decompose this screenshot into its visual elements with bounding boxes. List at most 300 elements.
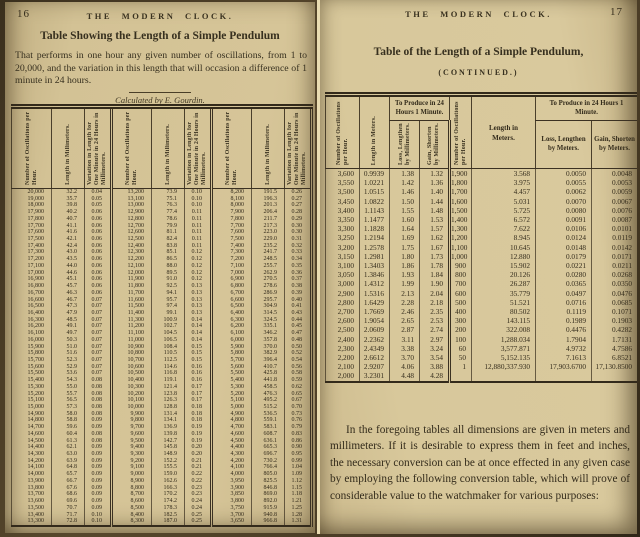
table-row [326,169,638,179]
table-cell: 229.0 [252,236,285,243]
pendulum-table-meters [325,92,637,383]
table-cell: 4.7586 [592,344,637,353]
table-cell [536,371,592,381]
table-cell: 0.07 [85,297,112,304]
table-cell: 1.9054 [360,316,390,325]
table-cell: 54.3 [52,377,85,384]
table-row [12,478,312,485]
table-cell: 0.0142 [592,243,637,252]
table-cell: 2.6612 [360,353,390,362]
table-row [12,243,312,250]
table-cell: 1.86 [390,261,420,270]
table-cell: 0.41 [285,303,312,310]
table-cell: 1.93 [390,270,420,279]
table-cell: 2,100 [326,362,360,371]
table-row [326,243,638,252]
table-cell: 45.7 [52,283,85,290]
table-cell: 0.0476 [592,289,637,298]
table-cell: 1.42 [390,178,420,187]
table-cell [592,371,637,381]
conversion-paragraph: In the foregoing tables all dimensions are given in meters and millimeters. If it is desirable to express them in feet and inches, the necessary conversion can be at once effected in any given case by employing the following conversion table, which will prove of considerable value to the watchmaker for various purposes: [330,424,630,502]
table-cell: 5,100 [212,397,252,404]
table-row [12,444,312,451]
table-cell: 0.11 [185,209,212,216]
table-row [326,307,638,316]
col-header-oscillations: Number of Oscillations per Hour. [212,107,252,189]
table-cell: 53.6 [52,370,85,377]
table-cell: 35.779 [472,289,536,298]
table-cell: 1.46 [390,187,420,196]
table-cell: 12.880 [472,252,536,261]
table-cell: 42.1 [52,236,85,243]
table-cell: 52.9 [52,364,85,371]
col-header-oscillations: Number of Oscillations per Hour. [112,107,152,189]
table-cell: 696.7 [252,451,285,458]
table-cell: 10,600 [112,364,152,371]
table-cell: 0.06 [85,216,112,223]
table-row [12,431,312,438]
table-cell: 6,700 [212,290,252,297]
table-cell: 0.0050 [536,169,592,179]
table-cell: 1.0515 [360,187,390,196]
table-cell: 16,600 [12,297,52,304]
table-cell: 71.7 [52,512,85,519]
table-cell: 123.8 [152,391,185,398]
table-row [12,297,312,304]
table-cell: 278.6 [252,283,285,290]
table-cell: 1.7669 [360,307,390,316]
table-cell: 12,100 [112,263,152,270]
table-cell: 8,300 [112,518,152,526]
table-cell: 241.7 [252,249,285,256]
table-cell: 8,500 [112,505,152,512]
table-row [12,249,312,256]
table-cell: 40.7 [52,216,85,223]
table-cell: 174.2 [152,498,185,505]
table-cell: 766.4 [252,464,285,471]
table-cell: 7,900 [212,209,252,216]
table-cell: 0.15 [185,344,212,351]
table-cell: 0.0221 [536,261,592,270]
table-cell: 17,800 [12,216,52,223]
table-cell: 1.67 [420,243,450,252]
table-cell: 9,500 [112,438,152,445]
page-number-right: 17 [610,6,623,18]
table-cell: 500 [450,298,472,307]
table-cell: 0.0685 [592,298,637,307]
table-cell: 2.65 [390,316,420,325]
table-cell: 12,880,337.930 [472,362,536,371]
table-cell: 44.0 [52,263,85,270]
table-cell: 0.09 [85,471,112,478]
table-cell: 1.7904 [536,335,592,344]
table-cell: 1.15 [285,485,312,492]
table-cell: 3,150 [326,252,360,261]
table-cell: 255.7 [252,263,285,270]
table-cell: 17,400 [12,243,52,250]
left-table-subtitle: That performs in one hour any given number of oscillations, from 1 to 20,000, and the variation in this length that will occasion a difference of 1 minute in 24 hours. [15,50,307,87]
table-cell: 0.0062 [536,187,592,196]
table-cell: 0.18 [185,411,212,418]
table-cell: 2.97 [420,335,450,344]
table-cell: 63.9 [52,458,85,465]
table-cell: 6,600 [212,297,252,304]
col-header-variation: Variation in Length for One Minute in 24 Hours in Millimeters. [285,107,312,189]
table-cell: 5,000 [212,404,252,411]
table-cell: 0.0124 [536,233,592,242]
table-cell: 400 [450,307,472,316]
table-cell: 5,800 [212,350,252,357]
table-row [326,187,638,196]
table-cell: 869.0 [252,491,285,498]
table-cell: 55.0 [52,384,85,391]
table-cell: 9,200 [112,458,152,465]
table-cell: 11,500 [112,303,152,310]
table-cell: 99.1 [152,310,185,317]
table-cell: 51.521 [472,298,536,307]
table-cell: 0.14 [185,337,212,344]
table-cell: 52.3 [52,357,85,364]
table-cell: 0.25 [185,518,212,526]
table-row [12,471,312,478]
table-body-meters [326,169,638,382]
table-cell: 4,700 [212,424,252,431]
table-cell: 5.031 [472,197,536,206]
table-cell: 0.06 [85,249,112,256]
table-cell: 16,900 [12,276,52,283]
table-cell: 1,000 [450,252,472,261]
table-cell: 1.1477 [360,215,390,224]
table-cell: 0.0055 [536,178,592,187]
table-cell: 170.2 [152,491,185,498]
table-cell: 2,600 [326,316,360,325]
table-cell: 15,100 [12,397,52,404]
table-cell: 0.07 [85,350,112,357]
table-cell: 5,500 [212,370,252,377]
table-row [12,290,312,297]
table-cell: 2.28 [390,298,420,307]
table-cell: 10,300 [112,384,152,391]
table-cell: 0.07 [85,344,112,351]
table-cell: 0.0350 [592,279,637,288]
table-cell: 0.27 [285,196,312,203]
table-cell: 0.06 [85,223,112,230]
table-row [12,451,312,458]
table-row [12,270,312,277]
table-cell: 2.35 [420,307,450,316]
table-cell: 40.2 [52,209,85,216]
table-row [326,233,638,242]
table-cell: 8.945 [472,233,536,242]
table-cell: 0.0067 [592,197,637,206]
table-cell: 106.5 [152,337,185,344]
table-cell: 0.06 [85,229,112,236]
table-cell: 396.4 [252,357,285,364]
table-cell: 10,100 [112,397,152,404]
table-row [326,289,638,298]
table-cell: 9,700 [112,424,152,431]
table-cell: 1.55 [390,206,420,215]
table-cell: 335.1 [252,323,285,330]
table-cell: 0.08 [85,397,112,404]
table-cell: 5,700 [212,357,252,364]
table-cell: 10,700 [112,357,152,364]
table-cell: 0.0053 [592,178,637,187]
table-cell: 0.45 [285,323,312,330]
table-cell: 121.4 [152,384,185,391]
table-cell: 7,000 [212,270,252,277]
table-row [12,223,312,230]
table-cell: 6,900 [212,276,252,283]
table-cell: 13,700 [12,491,52,498]
table-cell: 3,300 [326,224,360,233]
table-cell: 196.3 [252,196,285,203]
table-cell: 0.09 [85,417,112,424]
table-row [12,196,312,203]
table-cell: 1.21 [285,498,312,505]
table-cell: 0.4282 [592,325,637,334]
table-row [12,263,312,270]
table-cell: 322.008 [472,325,536,334]
table-cell: 2,400 [326,335,360,344]
table-cell: 0.18 [185,404,212,411]
table-cell: 476.3 [252,391,285,398]
table-cell: 5,200 [212,391,252,398]
table-row [12,283,312,290]
table-cell: 2,300 [326,344,360,353]
table-row [12,364,312,371]
table-cell: 0.11 [185,216,212,223]
table-cell: 1.2578 [360,243,390,252]
table-cell: 0.0091 [536,215,592,224]
table-cell: 11,400 [112,310,152,317]
table-cell: 1.64 [390,224,420,233]
table-cell: 59.6 [52,424,85,431]
table-cell: 3,650 [212,518,252,526]
table-cell: 108.4 [152,344,185,351]
table-cell: 2.74 [420,325,450,334]
table-cell: 6,000 [212,337,252,344]
table-cell: 0.10 [85,512,112,519]
table-cell: 0.0179 [536,252,592,261]
table-cell: 0.16 [185,364,212,371]
table-cell: 6.572 [472,215,536,224]
table-cell: 182.5 [152,512,185,519]
table-cell: 85.1 [152,249,185,256]
table-row [12,411,312,418]
table-cell: 0.48 [285,337,312,344]
table-cell: 0.09 [85,498,112,505]
table-cell: 940.8 [252,512,285,519]
table-cell: 89.5 [152,270,185,277]
table-cell: 11,700 [112,290,152,297]
table-row [12,229,312,236]
table-cell: 94.1 [152,290,185,297]
table-cell: 9,600 [112,431,152,438]
table-cell: 382.9 [252,350,285,357]
table-cell: 0.07 [85,370,112,377]
table-cell: 4.48 [390,371,420,381]
table-cell: 5,900 [212,344,252,351]
table-cell: 12,300 [112,249,152,256]
table-row [12,505,312,512]
table-cell: 11,800 [112,283,152,290]
table-cell: 0.1119 [536,307,592,316]
table-cell: 0.22 [185,478,212,485]
table-cell: 3.2301 [360,371,390,381]
table-cell: 62.1 [52,444,85,451]
table-cell: 110.5 [152,350,185,357]
table-cell [450,371,472,381]
table-cell: 0.07 [85,364,112,371]
table-cell: 1.53 [420,215,450,224]
table-row [326,362,638,371]
table-cell: 0.08 [85,411,112,418]
table-cell: 16,100 [12,330,52,337]
table-cell: 9,400 [112,444,152,451]
page-number-left: 16 [17,8,30,20]
table-cell: 100.9 [152,317,185,324]
table-cell: 64.8 [52,464,85,471]
table-cell: 900 [450,261,472,270]
table-cell: 8,400 [112,512,152,519]
table-row [12,236,312,243]
table-cell: 0.23 [185,491,212,498]
table-cell: 0.07 [85,337,112,344]
table-row [12,404,312,411]
col-header-to-produce: To Produce in 24 Hours 1 Minute. [390,95,450,121]
table-cell: 8,600 [112,498,152,505]
table-cell: 0.08 [85,404,112,411]
table-cell: 18,000 [12,202,52,209]
table-cell: 166.3 [152,485,185,492]
table-cell: 11,300 [112,317,152,324]
table-cell: 114.6 [152,364,185,371]
table-cell: 314.5 [252,310,285,317]
table-cell: 0.13 [185,303,212,310]
table-cell: 2.0609 [360,325,390,334]
table-cell: 0.0087 [592,215,637,224]
table-cell: 7,100 [212,263,252,270]
table-cell: 41.1 [52,223,85,230]
table-cell: 805.0 [252,471,285,478]
table-cell: 4,500 [212,438,252,445]
table-cell: 14,000 [12,471,52,478]
table-cell: 1,500 [450,206,472,215]
table-cell: 13,500 [12,505,52,512]
table-cell: 3.11 [390,335,420,344]
table-cell: 20.126 [472,270,536,279]
table-cell: 10.645 [472,243,536,252]
table-row [326,279,638,288]
table-cell: 295.7 [252,297,285,304]
table-cell: 10,400 [112,377,152,384]
col-header-oscillations: Number of Oscillations per Hour. [450,95,472,169]
table-row [326,178,638,187]
table-cell: 3,600 [326,169,360,179]
table-cell: 4,300 [212,451,252,458]
table-row [12,491,312,498]
table-cell: 0.12 [185,263,212,270]
table-cell: 77.4 [152,209,185,216]
table-cell: 536.5 [252,411,285,418]
table-cell: 2,700 [326,307,360,316]
table-row [12,417,312,424]
table-cell: 0.0106 [536,224,592,233]
table-row [326,316,638,325]
table-cell: 3,700 [212,512,252,519]
table-row [12,498,312,505]
col-header-gain-mm: Gain, Shorten by Millimeters. [420,121,450,169]
table-cell: 0.06 [85,256,112,263]
table-cell: 9,300 [112,451,152,458]
table-cell: 6.8521 [592,353,637,362]
table-row [326,215,638,224]
table-cell: 0.09 [85,491,112,498]
table-cell: 0.4476 [536,325,592,334]
table-cell: 13,400 [12,512,52,519]
table-cell: 17,700 [12,223,52,230]
table-row [12,458,312,465]
table-cell: 13,100 [112,196,152,203]
table-cell: 0.27 [285,202,312,209]
table-row [12,377,312,384]
table-row [326,344,638,353]
table-cell: 17,900 [12,209,52,216]
table-cell: 1.3846 [360,270,390,279]
table-cell: 116.8 [152,370,185,377]
table-cell: 82.4 [152,236,185,243]
table-cell: 966.8 [252,518,285,526]
table-cell: 0.39 [285,290,312,297]
col-header-length-meters: Length in Meters. [360,95,390,169]
table-cell: 1.1143 [360,206,390,215]
table-cell: 2,800 [326,298,360,307]
table-row [326,371,638,381]
table-cell: 0.54 [285,357,312,364]
table-cell: 0.06 [85,270,112,277]
table-cell: 1.99 [390,279,420,288]
table-cell: 0.07 [85,330,112,337]
table-cell: 44.6 [52,270,85,277]
table-cell: 1 [450,362,472,371]
table-cell: 39.8 [52,202,85,209]
table-cell: 10,900 [112,344,152,351]
table-cell: 0.86 [285,438,312,445]
table-cell: 14,200 [12,458,52,465]
table-cell: 126.3 [152,397,185,404]
table-cell: 19,000 [12,196,52,203]
table-cell: 3,000 [326,279,360,288]
table-cell: 0.23 [185,485,212,492]
table-cell: 2.18 [420,298,450,307]
table-cell: 0.09 [85,464,112,471]
table-cell: 3,577.871 [472,344,536,353]
table-row [12,216,312,223]
table-cell: 0.07 [85,303,112,310]
table-cell: 3.975 [472,178,536,187]
table-cell: 5,152.135 [472,353,536,362]
table-cell: 17,903.6700 [536,362,592,371]
table-cell: 8,100 [212,196,252,203]
table-row [12,384,312,391]
table-cell: 0.06 [85,290,112,297]
table-cell: 16,400 [12,310,52,317]
col-header-oscillations: Number of Oscillations per Hour. [12,107,52,189]
table-cell: 68.6 [52,491,85,498]
table-cell: 0.08 [85,431,112,438]
table-cell: 7.1613 [536,353,592,362]
